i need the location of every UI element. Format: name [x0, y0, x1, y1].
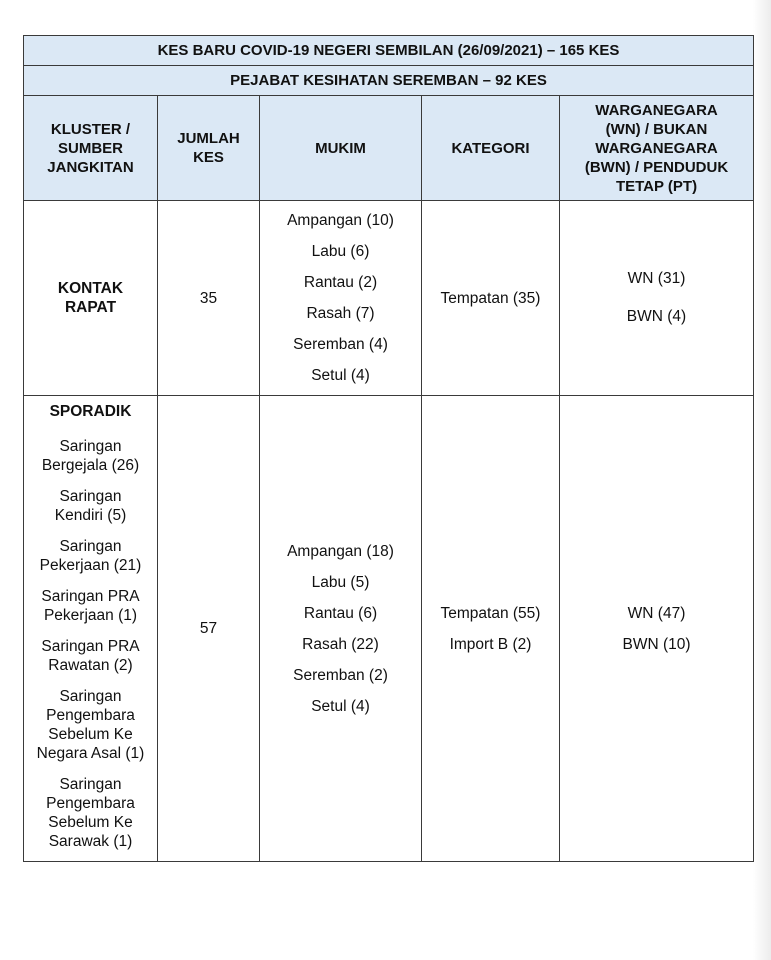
sporadik-title: SPORADIK — [49, 403, 132, 420]
col-header-jumlah: JUMLAH KES — [158, 96, 260, 201]
jumlah-cell: 57 — [158, 396, 260, 862]
mukim-cell: Ampangan (10) Labu (6) Rantau (2) Rasah (7) Seremban (4) Setul (4) — [260, 201, 422, 396]
kluster-cell — [24, 396, 158, 862]
list-item: Saringan Pekerjaan (21) — [39, 538, 142, 574]
table-row — [24, 201, 754, 396]
col-header-warga: WARGANEGARA (WN) / BUKAN WARGANEGARA (BWN) / PENDUDUK TETAP (PT) — [560, 96, 754, 201]
col-header-mukim: MUKIM — [260, 96, 422, 201]
page-edge-shadow — [753, 0, 771, 960]
case-table — [23, 35, 754, 862]
mukim-cell: Ampangan (18) Labu (5) Rantau (6) Rasah (22) Seremban (2) Setul (4) — [260, 396, 422, 862]
col-header-kategori: KATEGORI — [422, 96, 560, 201]
list-item: Saringan Kendiri (5) — [54, 488, 127, 524]
covid-case-report — [23, 35, 753, 862]
kategori-cell: Tempatan (35) — [422, 201, 560, 396]
list-item: Saringan Pengembara Sebelum Ke Negara Asal (1) — [36, 688, 145, 762]
list-item: Saringan Bergejala (26) — [41, 438, 140, 474]
jumlah-cell: 35 — [158, 201, 260, 396]
warga-cell: WN (47) BWN (10) — [560, 396, 754, 862]
col-header-kluster: KLUSTER / SUMBER JANGKITAN — [24, 96, 158, 201]
list-item: Saringan PRA Pekerjaan (1) — [41, 588, 140, 624]
list-item: Saringan Pengembara Sebelum Ke Sarawak (1) — [46, 776, 135, 850]
kluster-cell: KONTAK RAPAT — [24, 201, 158, 396]
list-item: Saringan PRA Rawatan (2) — [41, 638, 140, 674]
office-subtitle: PEJABAT KESIHATAN SEREMBAN – 92 KES — [24, 66, 754, 96]
report-title: KES BARU COVID-19 NEGERI SEMBILAN (26/09/2021) – 165 KES — [24, 36, 754, 66]
kategori-cell: Tempatan (55) Import B (2) — [422, 396, 560, 862]
table-row — [24, 396, 754, 862]
warga-cell: WN (31) BWN (4) — [560, 201, 754, 396]
